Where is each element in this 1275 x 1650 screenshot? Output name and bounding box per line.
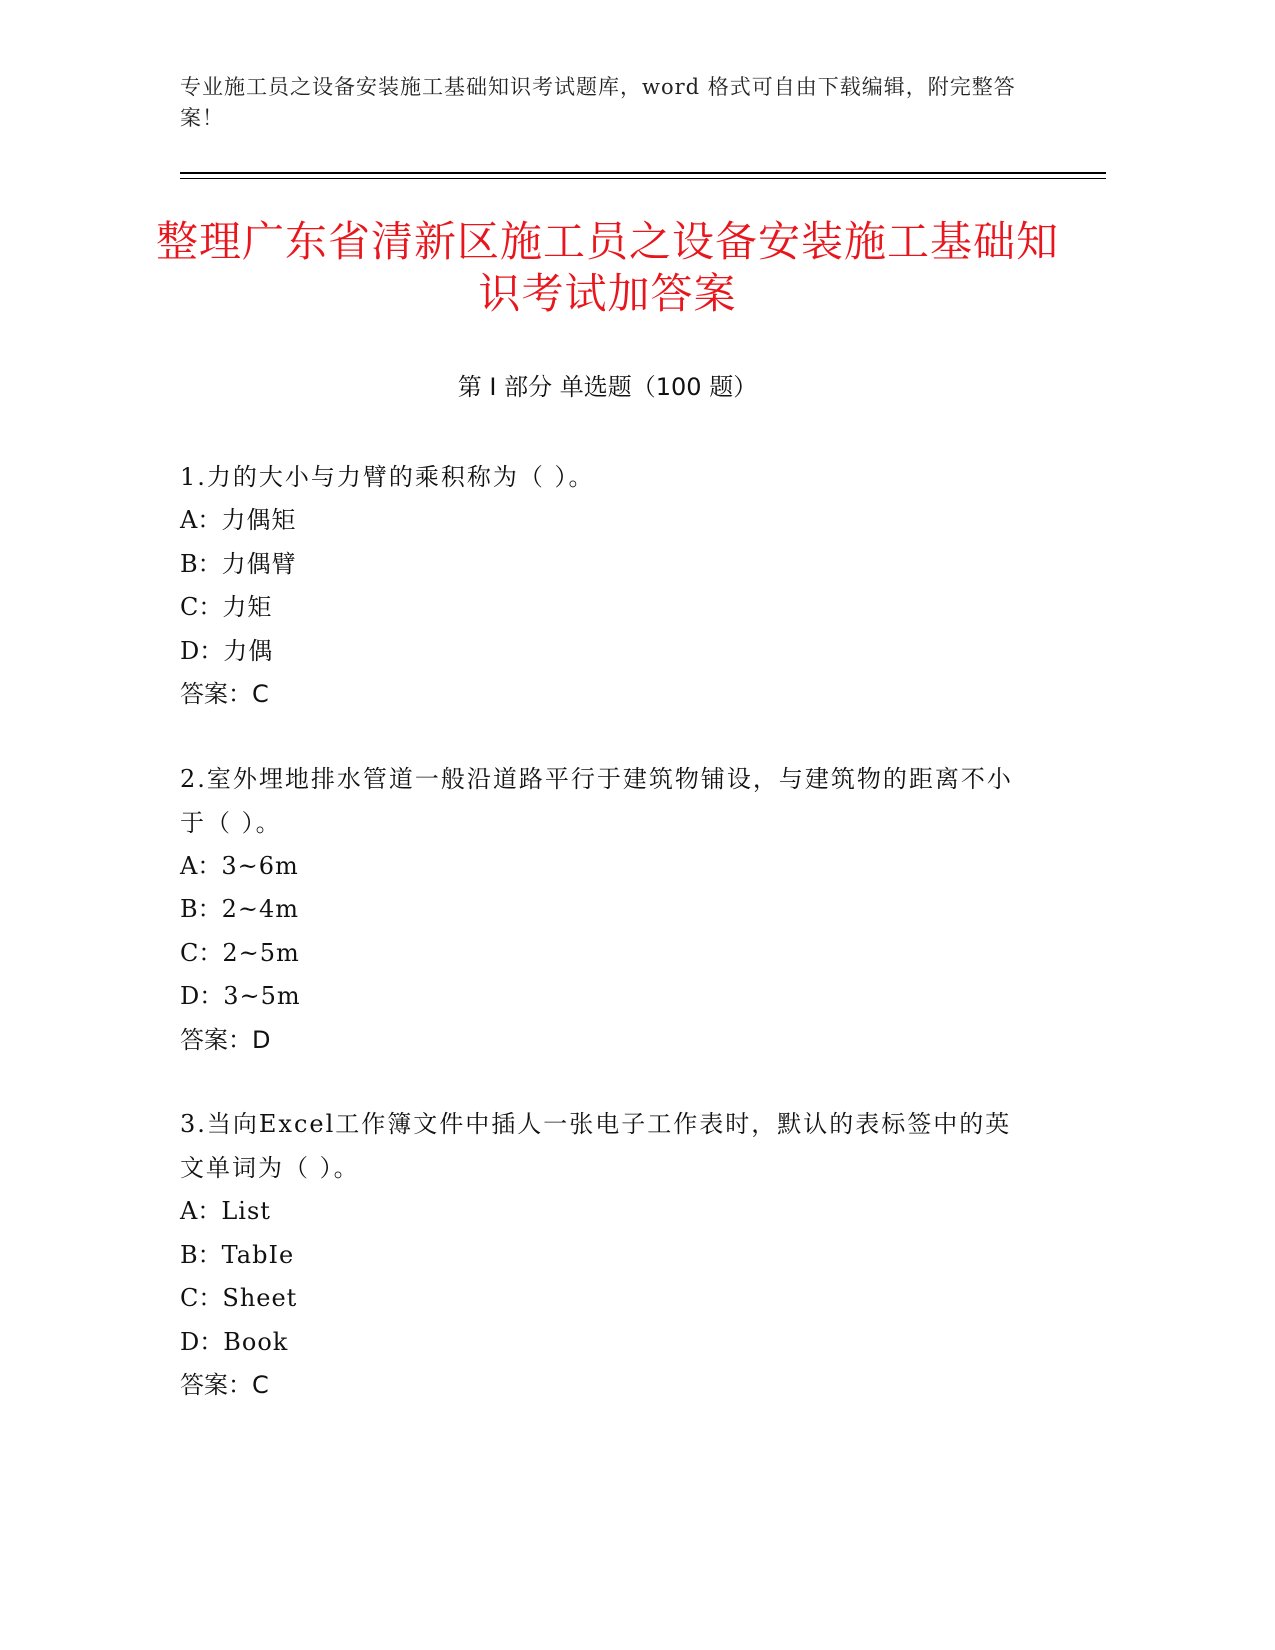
option-text: 力偶 bbox=[223, 636, 274, 665]
question-stem: 1.力的大小与力臂的乘积称为（ ）。 bbox=[180, 463, 595, 491]
answer-line: 答案：C bbox=[180, 1371, 269, 1399]
option-key: D： bbox=[180, 1327, 224, 1356]
option-b bbox=[180, 888, 1030, 932]
option-c bbox=[180, 932, 1030, 976]
question-1 bbox=[180, 455, 1030, 717]
section-heading: 第 I 部分 单选题（100 题） bbox=[457, 373, 758, 401]
header-note: 专业施工员之设备安装施工基础知识考试题库，word 格式可自由下载编辑，附完整答案！ bbox=[180, 75, 1016, 130]
option-text: 2~5m bbox=[222, 938, 300, 967]
question-list bbox=[180, 455, 1030, 1448]
option-text: 力矩 bbox=[222, 593, 273, 621]
option-key: A： bbox=[180, 506, 222, 534]
option-b bbox=[180, 543, 1030, 587]
option-key: C： bbox=[180, 938, 223, 967]
option-text: TabIe bbox=[221, 1240, 295, 1269]
option-key: A： bbox=[180, 851, 222, 880]
option-text: List bbox=[221, 1197, 271, 1225]
option-text: 力偶矩 bbox=[221, 506, 297, 534]
option-d bbox=[180, 1321, 1030, 1365]
option-text: 力偶臂 bbox=[221, 549, 297, 578]
option-key: C： bbox=[180, 1284, 223, 1312]
option-key: C： bbox=[180, 593, 223, 621]
option-key: B： bbox=[180, 895, 222, 923]
option-c bbox=[180, 586, 1030, 630]
question-2 bbox=[180, 757, 1030, 1063]
document-title: 整理广东省清新区施工员之设备安装施工基础知识考试加答案 bbox=[155, 217, 1059, 318]
option-a bbox=[180, 499, 1030, 543]
option-b bbox=[180, 1234, 1030, 1278]
option-text: 3~5m bbox=[223, 982, 301, 1010]
option-key: B： bbox=[180, 1240, 222, 1269]
answer-line: 答案：D bbox=[180, 1025, 271, 1054]
header-divider-thick bbox=[180, 172, 1106, 174]
option-text: Sheet bbox=[222, 1284, 298, 1312]
option-key: A： bbox=[180, 1197, 222, 1225]
question-3 bbox=[180, 1102, 1030, 1408]
option-a bbox=[180, 1190, 1030, 1234]
option-key: B： bbox=[180, 549, 222, 578]
question-stem: 2.室外埋地排水管道一般沿道路平行于建筑物铺设，与建筑物的距离不小于（ ）。 bbox=[180, 764, 1013, 837]
option-text: 2~4m bbox=[221, 895, 300, 923]
option-key: D： bbox=[180, 982, 224, 1010]
option-d bbox=[180, 630, 1030, 674]
question-stem: 3.当向Excel工作簿文件中插人一张电子工作表时，默认的表标签中的英文单词为（ ）。 bbox=[180, 1110, 1012, 1182]
option-c bbox=[180, 1277, 1030, 1321]
header-divider-thin bbox=[180, 178, 1106, 179]
option-key: D： bbox=[180, 636, 224, 665]
option-a bbox=[180, 845, 1030, 889]
answer-line: 答案：C bbox=[180, 680, 269, 708]
option-text: Book bbox=[223, 1327, 289, 1356]
option-text: 3~6m bbox=[221, 851, 299, 880]
option-d bbox=[180, 975, 1030, 1019]
